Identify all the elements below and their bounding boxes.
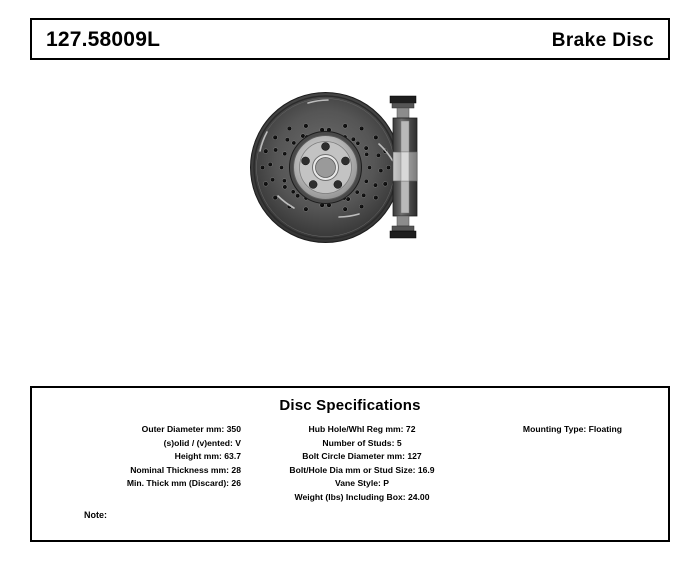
spec-outer-diameter: Outer Diameter mm: 350 [141,424,241,434]
product-type: Brake Disc [551,30,654,51]
spec-column-left [32,423,247,504]
disc-specifications-panel [30,386,670,542]
spec-columns [32,423,668,504]
spec-column-right [477,423,668,504]
spec-min-thickness: Min. Thick mm (Discard): 26 [126,478,241,488]
spec-weight: Weight (lbs) Including Box: 24.00 [294,491,430,502]
spec-nominal-thickness: Nominal Thickness mm: 28 [130,464,241,475]
product-image-area [30,70,670,370]
rotor-edge-profile-icon [375,92,435,242]
part-number: 127.58009L [46,28,161,51]
note-label: Note: [84,510,107,520]
spec-vane-style: Vane Style: P [335,478,389,488]
spec-mounting-type: Mounting Type: Floating [522,424,623,434]
header-bar [30,18,670,60]
spec-bolt-circle-diameter: Bolt Circle Diameter mm: 127 [302,451,422,461]
spec-panel-title: Disc Specifications [279,397,421,414]
spec-bolt-hole-dia: Bolt/Hole Dia mm or Stud Size: 16.9 [289,464,435,475]
spec-number-of-studs: Number of Studs: 5 [322,437,402,448]
spec-height: Height mm: 63.7 [174,451,241,461]
spec-solid-vented: (s)olid / (v)ented: V [163,437,241,448]
spec-hub-hole: Hub Hole/Whl Reg mm: 72 [308,424,416,434]
spec-column-middle [247,423,477,504]
